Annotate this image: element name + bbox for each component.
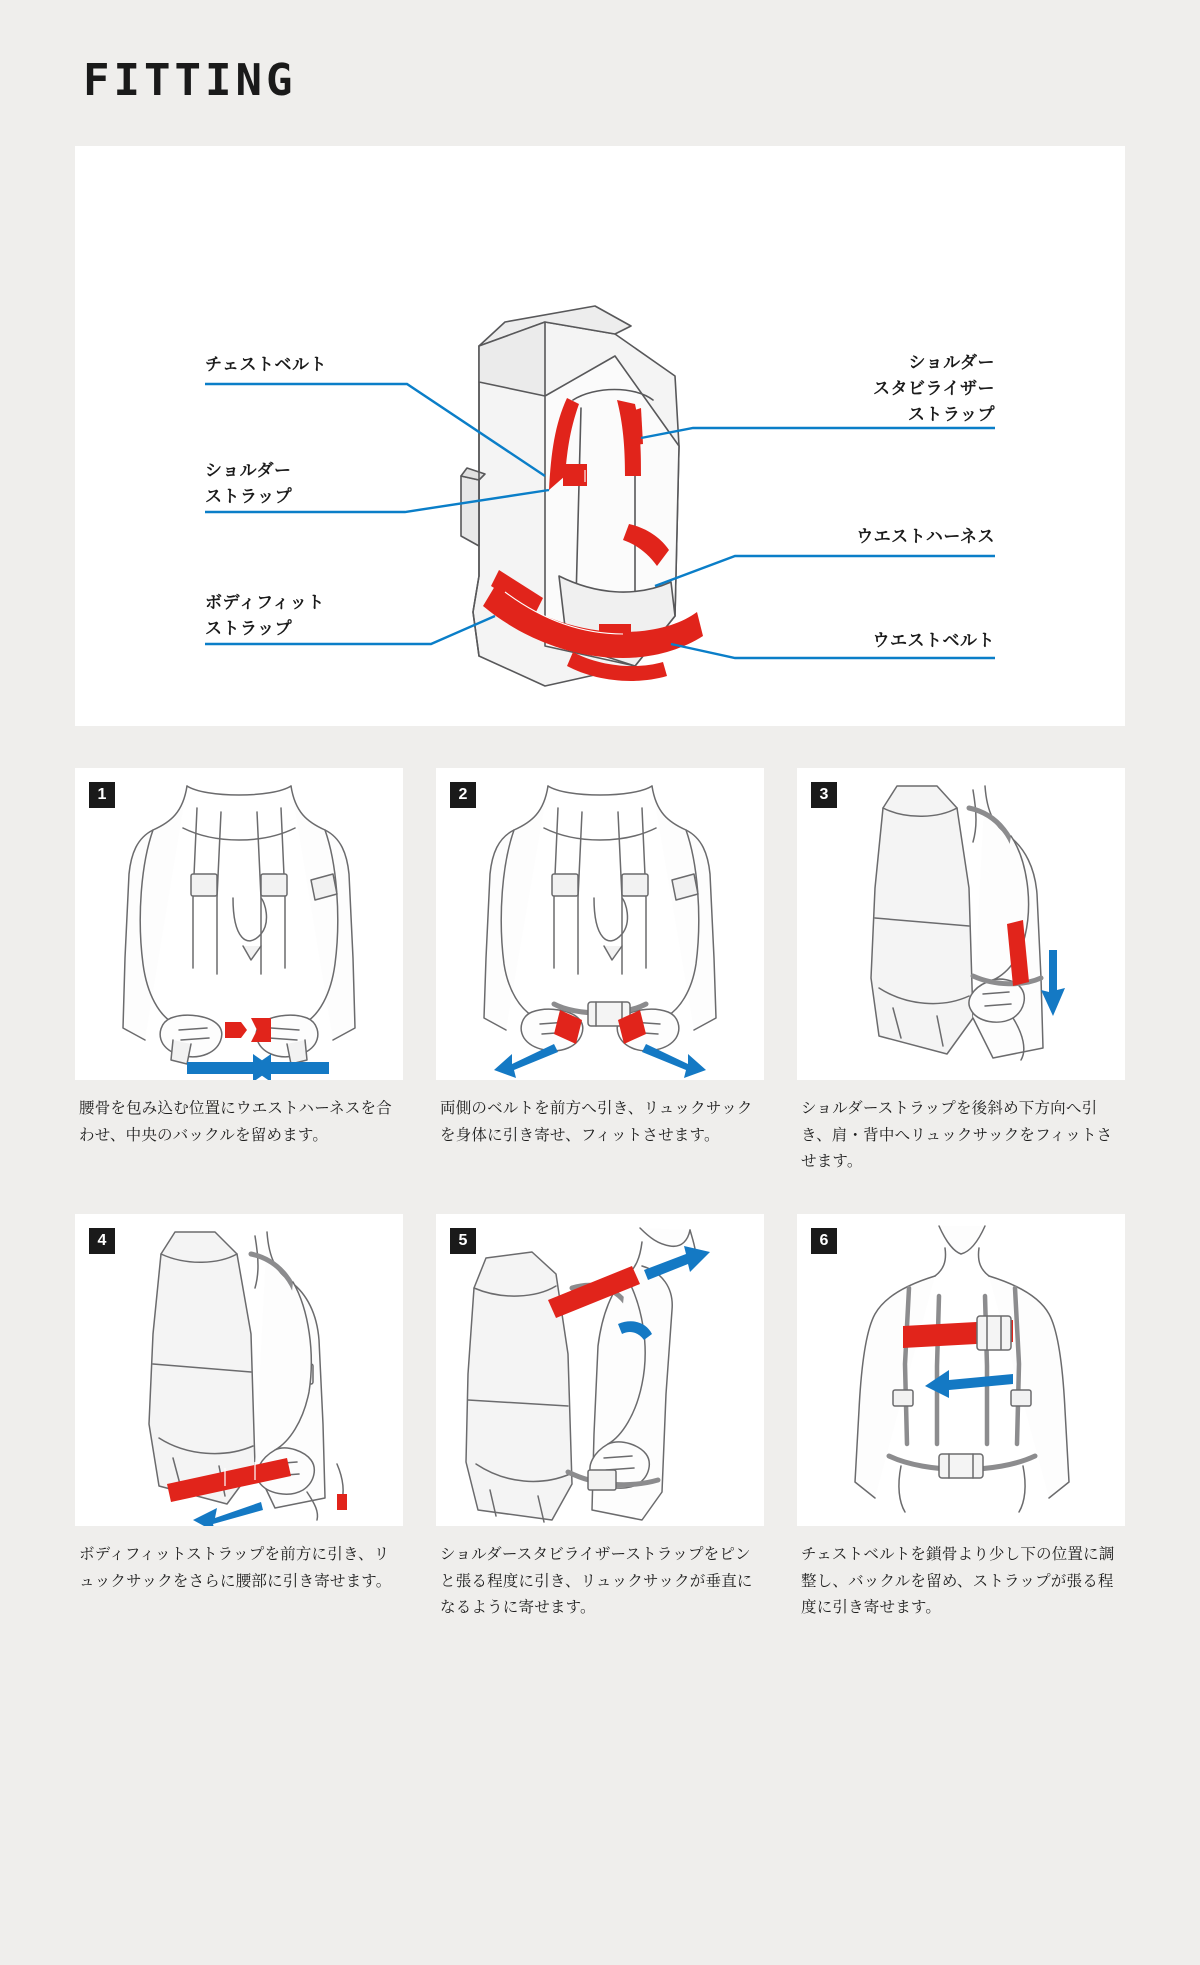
- page-title: FITTING: [83, 55, 297, 106]
- leader-shoulder-stabilizer: [641, 428, 995, 438]
- step-1: [75, 768, 403, 1176]
- step-1-buckle-highlight: [225, 1018, 271, 1042]
- callout-stabilizer-line2: スタビライザー: [873, 379, 995, 398]
- steps-row-1: [75, 768, 1125, 1176]
- callout-body-fit-strap: [205, 593, 325, 638]
- callout-shoulder-stabilizer-strap: [873, 353, 995, 424]
- step-1-caption: 腰骨を包み込む位置にウエストハーネスを合わせ、中央のバックルを留めます。: [79, 1100, 392, 1144]
- step-3-arrows: [1041, 950, 1065, 1016]
- step-4-number: 4: [89, 1228, 115, 1254]
- backpack-callout-diagram: [75, 146, 1125, 726]
- callout-waist-belt-line1: ウエストベルト: [872, 631, 995, 650]
- callout-body-fit-strap-line1: ボディフィット: [205, 593, 325, 612]
- step-6-illustration: [797, 1214, 1125, 1526]
- callout-chest-belt: [205, 355, 327, 374]
- callout-stabilizer-line1: ショルダー: [908, 353, 995, 372]
- callout-shoulder-strap-line2: ストラップ: [205, 487, 293, 506]
- step-6-figure: [797, 1214, 1125, 1526]
- callout-shoulder-strap: [205, 461, 293, 506]
- step-2-number: 2: [450, 782, 476, 808]
- step-5-number: 5: [450, 1228, 476, 1254]
- step-3: [797, 768, 1125, 1176]
- step-6-number: 6: [811, 1228, 837, 1254]
- callout-waist-harness-line1: ウエストハーネス: [856, 527, 995, 546]
- step-2: [436, 768, 764, 1176]
- callout-shoulder-strap-line1: ショルダー: [205, 461, 292, 480]
- step-3-caption: ショルダーストラップを後斜め下方向へ引き、肩・背中へリュックサックをフィットさせます。: [801, 1100, 1113, 1171]
- step-5-figure: [436, 1214, 764, 1526]
- callout-waist-harness: [856, 527, 995, 546]
- step-2-figure: [436, 768, 764, 1080]
- step-5-illustration: [436, 1214, 764, 1526]
- callout-waist-belt: [873, 631, 996, 650]
- step-2-caption: 両側のベルトを前方へ引き、リュックサックを身体に引き寄せ、フィットさせます。: [440, 1100, 753, 1144]
- step-2-illustration: [436, 768, 764, 1080]
- step-3-number: 3: [811, 782, 837, 808]
- step-4-figure: [75, 1214, 403, 1526]
- step-1-figure: [75, 768, 403, 1080]
- step-3-illustration: [797, 768, 1125, 1080]
- step-6: [797, 1214, 1125, 1622]
- step-4-caption: ボディフィットストラップを前方に引き、リュックサックをさらに腰部に引き寄せます。: [79, 1545, 392, 1590]
- step-4-illustration: [75, 1214, 403, 1526]
- step-2-arrows: [494, 1044, 706, 1078]
- step-1-arrows: [187, 1054, 329, 1080]
- step-3-figure: [797, 768, 1125, 1080]
- step-4: [75, 1214, 403, 1622]
- step-5: [436, 1214, 764, 1622]
- steps-row-2: [75, 1214, 1125, 1622]
- callout-stabilizer-line3: ストラップ: [907, 405, 995, 424]
- hero-diagram-panel: [75, 146, 1125, 726]
- callout-body-fit-strap-line2: ストラップ: [205, 619, 293, 638]
- leader-waist-harness: [655, 556, 995, 586]
- callout-chest-belt-line1: チェストベルト: [205, 355, 327, 374]
- step-1-number: 1: [89, 782, 115, 808]
- step-4-arrows: [193, 1502, 263, 1526]
- step-6-caption: チェストベルトを鎖骨より少し下の位置に調整し、バックルを留め、ストラップが張る程度に引き寄せます。: [801, 1545, 1115, 1617]
- step-5-caption: ショルダースタビライザーストラップをピンと張る程度に引き、リュックサックが垂直になるように寄せます。: [440, 1545, 753, 1617]
- step-1-illustration: [75, 768, 403, 1080]
